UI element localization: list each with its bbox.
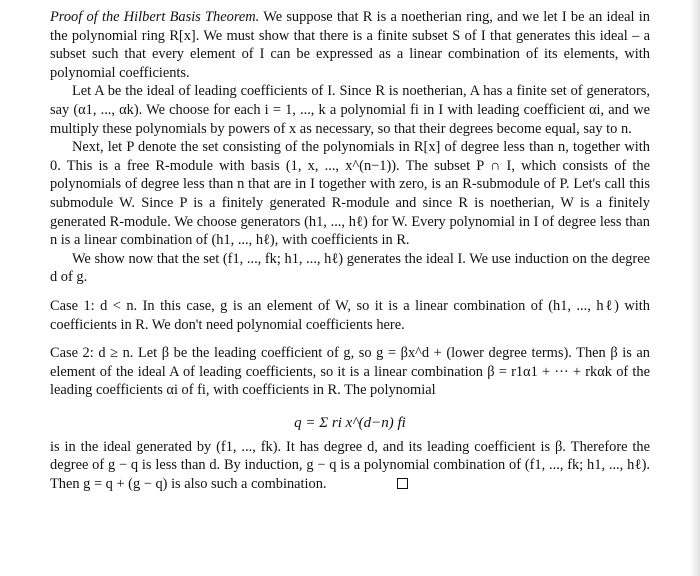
qed-icon — [397, 478, 408, 489]
paragraph-leading-coefficients: Let A be the ideal of leading coefficients of I. Since R is noetherian, A has a finite set of generators, say (α1, ..., αk). We choose for each i = 1, ..., k a polynomial fi in I with leading coefficient αi, and we multiply these polynomials by powers of x as necessary, so that their degrees become equal, say to n. — [50, 83, 650, 137]
page-edge-shadow — [690, 0, 700, 576]
paragraph-conclusion-text: is in the ideal generated by (f1, ..., fk). It has degree d, and its leading coefficient is β. Therefore the degree of g − q is less than d. By induction, g − q is a polynomial combination of (f1, ..., fk; h1, ..., hℓ). Then g = q + (g − q) is also such a combination. — [50, 438, 650, 493]
paragraph-intro-text: We suppose that R is a noetherian ring, and we let I be an ideal in the polynomial ring R[x]. We must show that there is a finite subset S of I that generates this ideal – a subset such that every element of I can be expressed as a linear combination of its elements, with polynomial coefficients. — [50, 9, 650, 81]
display-formula: q = Σ ri x^(d−n) fi — [294, 414, 406, 431]
paragraph-submodule: Next, let P denote the set consisting of the polynomials in R[x] of degree less than n, together with 0. This is a free R-module with basis (1, x, ..., x^(n−1)). The subset P ∩ I, which consists of the polynomials of degree less than n that are in I together with zero, is an R-submodule of P. Let's call this submodule W. Since P is a finitely generated R-module and since R is noetherian, W is a finitely generated R-module. We choose generators (h1, ..., hℓ) for W. Every polynomial in I of degree less than n is a linear combination of (h1, ..., hℓ), with coefficients in R. — [50, 139, 650, 249]
paragraph-induction: We show now that the set (f1, ..., fk; h1, ..., hℓ) generates the ideal I. We use induction on the degree d of g. — [50, 250, 650, 286]
paragraph-case-2: Case 2: d ≥ n. Let β be the leading coefficient of g, so g = βx^d + (lower degree terms). Then β is an element of the ideal A of leading coefficients, so it is a linear combination β = r1α1 + ··· + rkαk of the leading coefficients αi of fi, with coefficients in R. The polynomial — [50, 345, 650, 399]
proof-heading: Proof of the Hilbert Basis Theorem. — [50, 9, 260, 25]
paragraph-case-1: Case 1: d < n. In this case, g is an element of W, so it is a linear combination of (h1, ..., hℓ) with coefficients in R. We don't need polynomial coefficients here. — [50, 297, 650, 333]
paragraph-intro — [50, 8, 650, 82]
paragraph-conclusion — [50, 438, 650, 494]
